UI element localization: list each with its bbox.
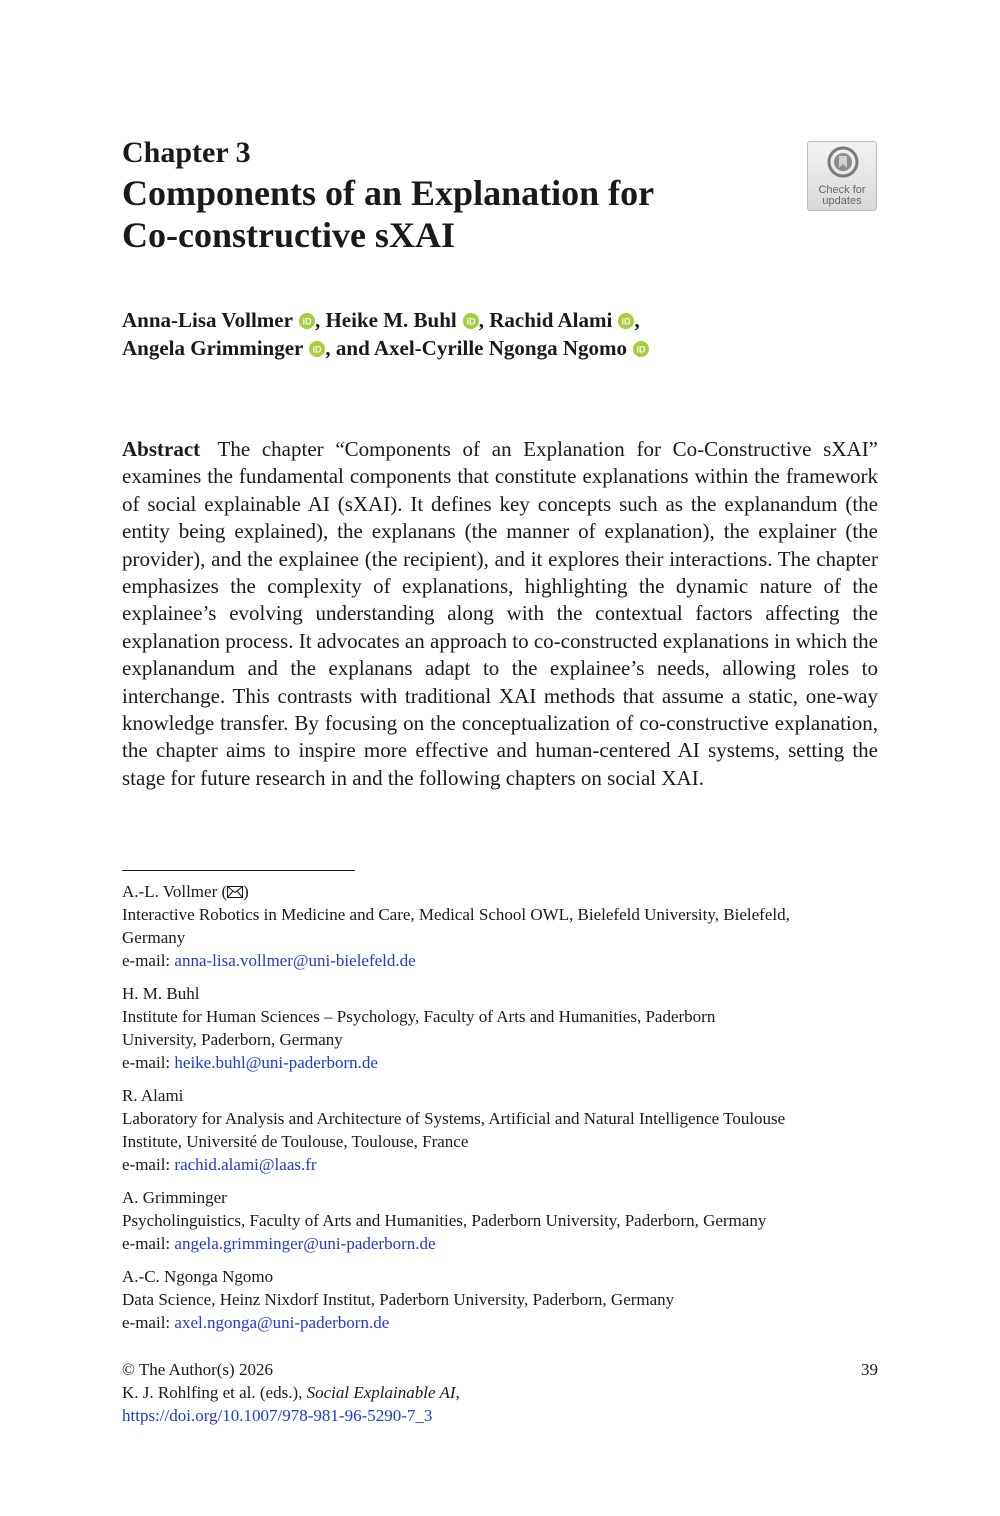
svg-text:iD: iD: [312, 344, 322, 355]
chapter-title-line-1: Components of an Explanation for: [122, 173, 655, 213]
affiliation-email-row: [122, 1153, 882, 1176]
affiliation-name: A.-C. Ngonga Ngomo: [122, 1267, 274, 1286]
page-number: 39: [861, 1360, 878, 1379]
orcid-icon[interactable]: [618, 313, 634, 329]
badge-label-line-2: updates: [822, 195, 862, 207]
svg-text:iD: iD: [302, 316, 312, 327]
author-separator: ,: [634, 308, 640, 332]
author-separator: , and: [325, 336, 374, 360]
abstract: [122, 436, 878, 792]
email-link[interactable]: heike.buhl@uni-paderborn.de: [174, 1053, 378, 1072]
affiliation-line: Interactive Robotics in Medicine and Care, Medical School OWL, Bielefeld University, Bielefeld,: [122, 905, 790, 924]
author-separator: ,: [478, 308, 490, 332]
email-link[interactable]: angela.grimminger@uni-paderborn.de: [174, 1234, 436, 1253]
check-for-updates-icon: [827, 146, 859, 178]
affiliation-line: University, Paderborn, Germany: [122, 1030, 343, 1049]
affiliation-line: Psycholinguistics, Faculty of Arts and Humanities, Paderborn University, Paderborn, Germany: [122, 1211, 767, 1230]
email-link[interactable]: axel.ngonga@uni-paderborn.de: [174, 1313, 390, 1332]
email-label: e-mail:: [122, 1053, 175, 1072]
affiliation-block: [122, 1084, 882, 1176]
author-list: [122, 306, 842, 362]
author-line-1: [122, 306, 842, 334]
author-line-2: [122, 334, 842, 362]
chapter-title-line-2: Co-constructive sXAI: [122, 215, 455, 255]
affiliation-block: [122, 982, 882, 1074]
email-label: e-mail:: [122, 1155, 175, 1174]
affiliation-line: Institute for Human Sciences – Psychology, Faculty of Arts and Humanities, Paderborn: [122, 1007, 716, 1026]
orcid-icon[interactable]: [633, 341, 649, 357]
affiliation-line: Institute, Université de Toulouse, Toulouse, France: [122, 1132, 469, 1151]
affiliation-line: Laboratory for Analysis and Architecture of Systems, Artificial and Natural Intelligence Toulouse: [122, 1109, 786, 1128]
affiliation-email-row: [122, 949, 882, 972]
author-name: Angela Grimminger: [122, 336, 304, 360]
orcid-icon[interactable]: [299, 313, 315, 329]
affiliation-name-text: A.-L. Vollmer (: [122, 882, 228, 901]
envelope-icon: [227, 886, 243, 898]
chapter-label: Chapter 3: [122, 136, 251, 169]
affiliation-block: [122, 1265, 882, 1334]
copyright: © The Author(s) 2026: [122, 1360, 273, 1379]
chapter-title: [122, 172, 762, 256]
page-footer: [122, 1358, 878, 1427]
affiliation-name: A. Grimminger: [122, 1188, 227, 1207]
author-name: Anna-Lisa Vollmer: [122, 308, 293, 332]
orcid-icon[interactable]: [309, 341, 325, 357]
abstract-text: The chapter “Components of an Explanation for Co-Constructive sXAI” examines the fundamental components that constitute explanations within the framework of social explainable AI (sXAI). It defines key concepts such as the explanandum (the entity being explained), the explanans (the manner of explanation), the explainer (the provider), and the explainee (the recipient), and it explores their interactions. The chapter emphasizes the complexity of explanations, highlighting the dynamic nature of the explainee’s evolving understanding along with the contextual factors affecting the explanation process. It advocates an approach to co-constructed explanations in which the explanandum and the explanans adapt to the explainee’s needs, allowing roles to interchange. This contrasts with traditional XAI methods that assume a static, one-way knowledge transfer. By focusing on the conceptualization of co-constructive explanation, the chapter aims to inspire more effective and human-centered AI systems, setting the stage for future research in and the following chapters on social XAI.: [122, 437, 879, 790]
check-for-updates-badge[interactable]: [807, 141, 877, 211]
email-label: e-mail:: [122, 1234, 175, 1253]
affiliation-name: R. Alami: [122, 1086, 184, 1105]
affiliation-email-row: [122, 1311, 882, 1334]
badge-label-line-1: Check for: [818, 184, 866, 196]
footnote-rule: [122, 870, 355, 871]
citation-editors: K. J. Rohlfing et al. (eds.),: [122, 1383, 307, 1402]
author-name: Axel-Cyrille Ngonga Ngomo: [373, 336, 627, 360]
email-label: e-mail:: [122, 951, 175, 970]
email-link[interactable]: anna-lisa.vollmer@uni-bielefeld.de: [174, 951, 416, 970]
affiliation-line: Germany: [122, 928, 186, 947]
author-name: Heike M. Buhl: [325, 308, 457, 332]
affiliation-email-row: [122, 1051, 882, 1074]
citation: [122, 1381, 878, 1404]
orcid-icon[interactable]: [463, 313, 479, 329]
affiliation-name-suffix: ): [243, 882, 249, 901]
affiliation-email-row: [122, 1232, 882, 1255]
doi-link[interactable]: https://doi.org/10.1007/978-981-96-5290-7_3: [122, 1406, 433, 1425]
affiliation-name: H. M. Buhl: [122, 984, 200, 1003]
book-title: Social Explainable AI: [306, 1383, 456, 1402]
svg-text:iD: iD: [621, 316, 631, 327]
email-link[interactable]: rachid.alami@laas.fr: [174, 1155, 317, 1174]
abstract-heading: Abstract: [122, 437, 201, 461]
author-name: Rachid Alami: [489, 308, 613, 332]
citation-suffix: ,: [455, 1383, 460, 1402]
affiliation-line: Data Science, Heinz Nixdorf Institut, Paderborn University, Paderborn, Germany: [122, 1290, 675, 1309]
email-label: e-mail:: [122, 1313, 175, 1332]
affiliation-block: [122, 880, 882, 972]
svg-text:iD: iD: [466, 316, 476, 327]
author-separator: ,: [314, 308, 326, 332]
affiliation-block: [122, 1186, 882, 1255]
svg-text:iD: iD: [636, 344, 646, 355]
affiliation-name: [122, 880, 882, 903]
